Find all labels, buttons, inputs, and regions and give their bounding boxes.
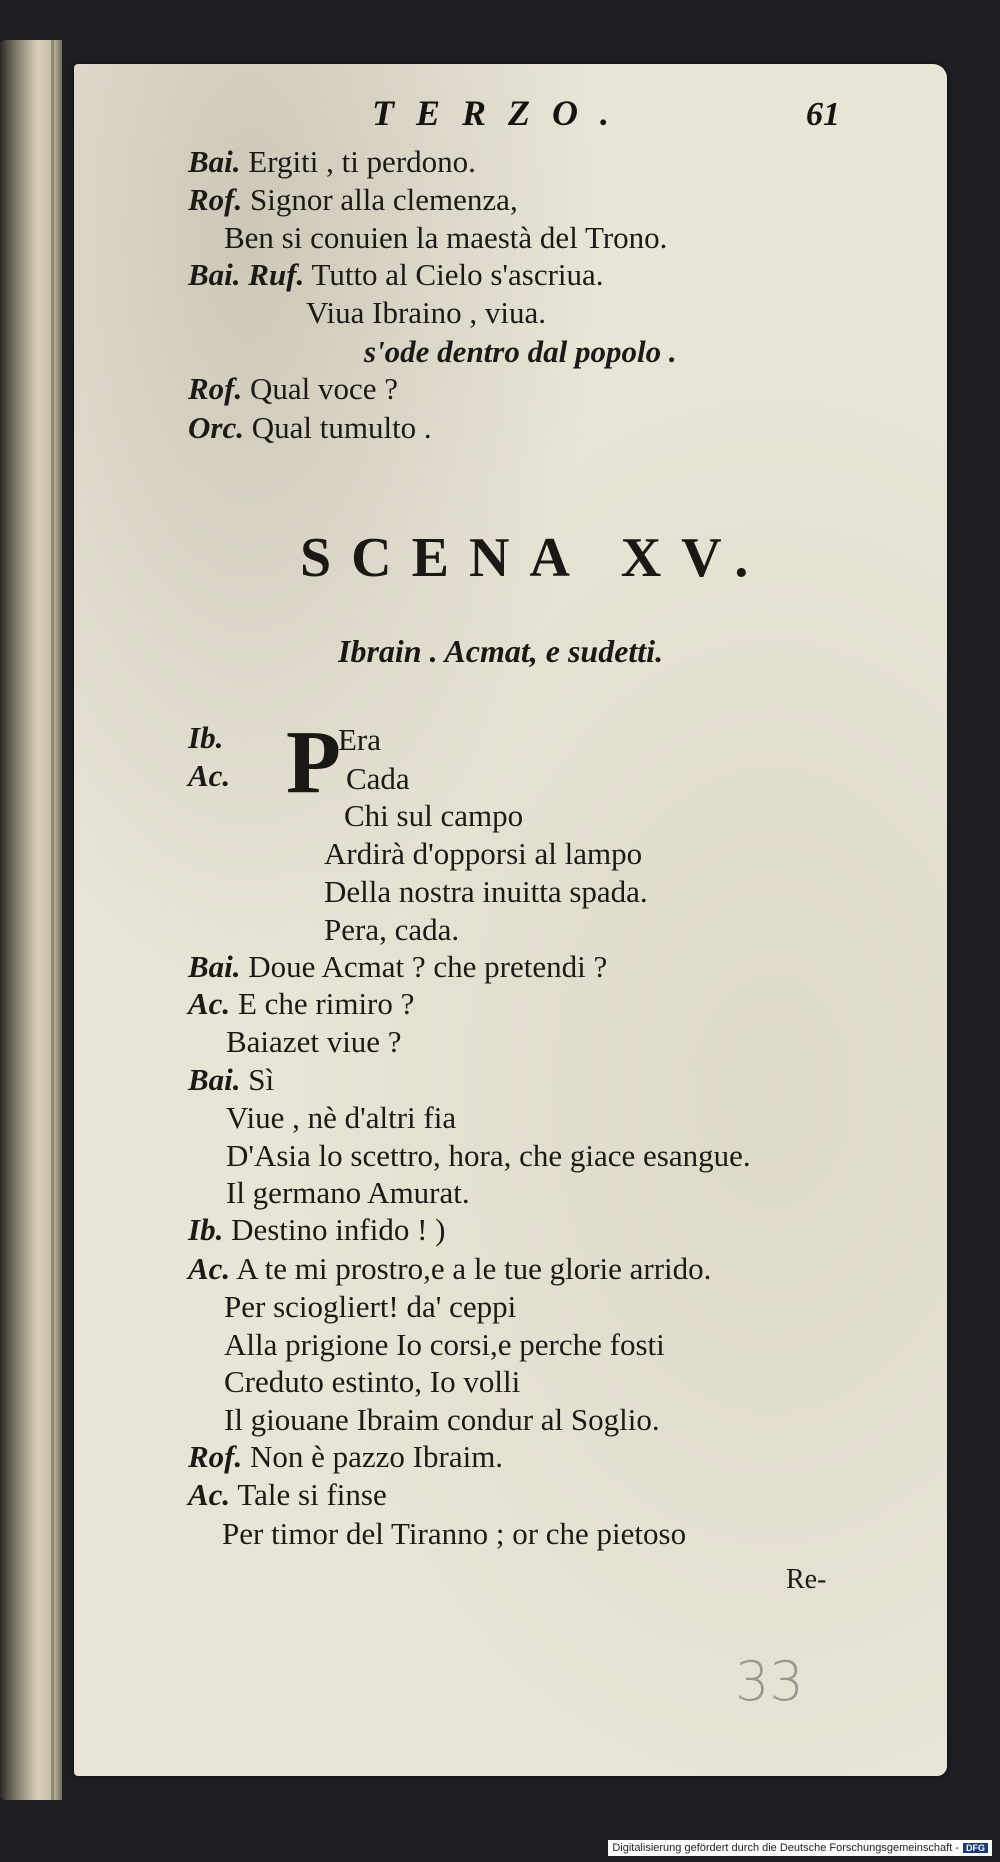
dialogue-line [188,1064,274,1095]
verse-text: Creduto estinto, Io volli [224,1364,521,1399]
speaker-label: Ib. [188,1212,224,1247]
speaker-label: Ac. [188,986,231,1021]
dialogue-line [188,412,432,443]
running-header: TERZO. [372,93,632,133]
speaker-label: Bai. [188,1062,241,1097]
speaker-label: Ac. [188,1251,231,1286]
dialogue-line [188,951,607,982]
speaker-label: Ac. [188,1477,231,1512]
dialogue-line [188,1479,387,1510]
line-text: Tutto al Cielo s'ascriua. [311,257,604,292]
line-text: Non è pazzo Ibraim. [250,1439,504,1474]
dialogue-line [188,373,398,404]
dfg-logo: DFG [963,1843,988,1853]
verse-text: Il germano Amurat. [226,1175,470,1210]
book-spine-edge [0,40,62,1800]
speaker-label: Bai. Ruf. [188,257,305,292]
verse-text: Ardirà d'opporsi al lampo [324,836,643,871]
dialogue-line [188,146,476,177]
line-text: E che rimiro ? [237,986,415,1021]
scene-characters: Ibrain . Acmat, e sudetti. [338,633,664,669]
dialogue-line [188,1214,445,1245]
line-text: Signor alla clemenza, [250,182,518,217]
line-text: Qual voce ? [250,371,399,406]
verse-text: D'Asia lo scettro, hora, che giace esangue. [226,1138,751,1173]
line-text: Viua Ibraino , viua. [306,295,547,330]
verse-text: Per sciogliert! da' ceppi [224,1289,517,1324]
speaker-label: Ac. [188,758,231,793]
catchword: Re- [786,1564,827,1595]
line-text: Qual tumulto . [251,410,432,445]
verse-text: Chi sul campo [344,798,524,833]
line-text: Ergiti , ti perdono. [248,144,476,179]
verse-text: Della nostra inuitta spada. [324,874,648,909]
speaker-label: Bai. [188,144,241,179]
verse-text: Era [338,722,382,757]
dialogue-line [306,297,546,328]
speaker-label: Bai. [188,949,241,984]
line-text: Ben si conuien la maestà del Trono. [224,220,668,255]
verse-text: Alla prigione Io corsi,e perche fosti [224,1327,665,1362]
dialogue-line [188,1441,503,1472]
speaker-label: Ib. [188,720,224,755]
verse-text: Cada [346,761,410,796]
verse-text: Il giouane Ibraim condur al Soglio. [224,1402,660,1437]
dialogue-line [188,259,604,290]
page-number: 61 [806,96,840,133]
line-text: Doue Acmat ? che pretendi ? [248,949,608,984]
line-text: Sì [248,1062,275,1097]
verse-text: Pera, cada. [324,912,460,947]
dialogue-line [188,1253,711,1284]
line-text: A te mi prostro,e a le tue glorie arrido. [236,1251,712,1286]
speaker-label: Orc. [188,410,244,445]
dialogue-line [188,184,518,215]
dialogue-line [188,760,230,791]
library-stamp: 33 [735,1650,804,1713]
dialogue-line [188,988,414,1019]
drop-cap: P [286,713,341,812]
verse-text: Baiazet viue ? [226,1024,402,1059]
dialogue-line [224,222,667,253]
digitization-footer [608,1840,992,1856]
speaker-label: Rof. [188,371,243,406]
speaker-label: Rof. [188,1439,243,1474]
verse-text: Viue , nè d'altri fia [226,1100,457,1135]
dialogue-line [188,722,223,753]
speaker-label: Rof. [188,182,243,217]
footer-text: Digitalisierung gefördert durch die Deutsche Forschungsgemeinschaft - [612,1842,959,1854]
line-text: s'ode dentro dal popolo . [364,334,677,369]
line-text: Tale si finse [237,1477,387,1512]
scene-title: SCENA XV. [300,527,769,589]
line-text: Destino infido ! ) [231,1212,446,1247]
verse-text: Per timor del Tiranno ; or che pietoso [222,1516,687,1551]
stage-direction [364,336,677,367]
